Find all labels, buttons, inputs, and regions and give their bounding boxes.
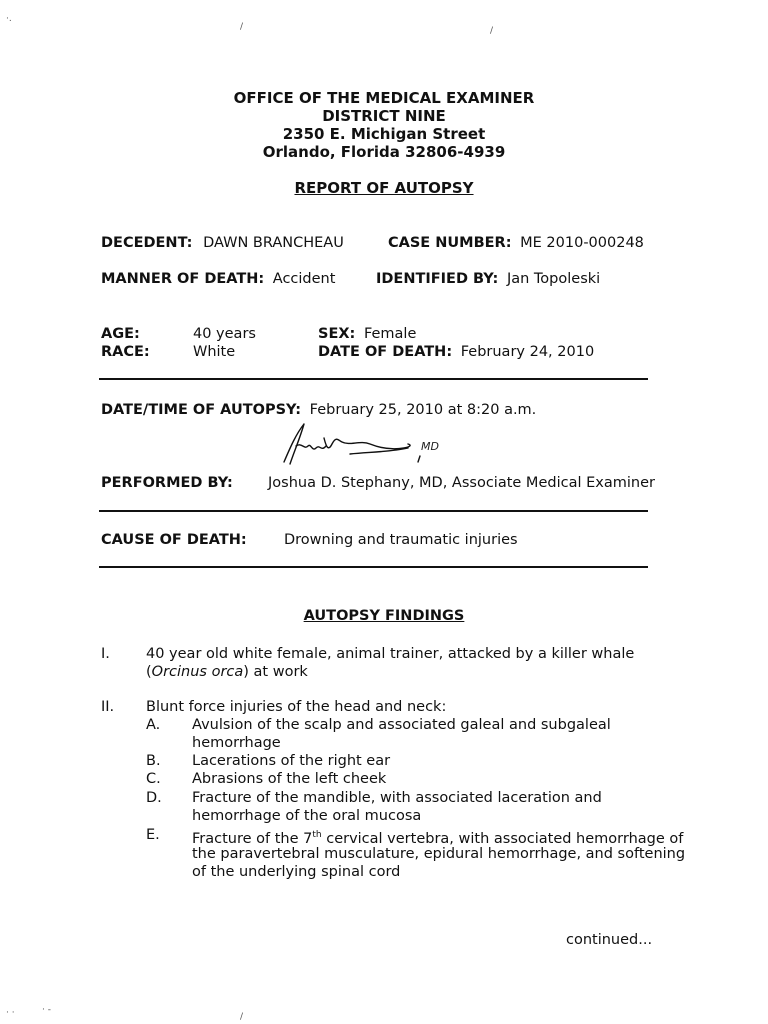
scan-speck: /: [240, 1012, 244, 1022]
autopsy-time-row: [101, 401, 536, 419]
sex-row: [318, 325, 416, 343]
decedent-row: [101, 234, 344, 252]
ordinal-suffix: th: [312, 830, 322, 840]
autopsy-time-value: February 25, 2010 at 8:20 a.m.: [309, 402, 537, 418]
manner-row: [101, 270, 335, 288]
divider-2: [99, 510, 648, 512]
sub-d-line-1: Fracture of the mandible, with associated laceration and: [192, 790, 602, 806]
case-number-row: [388, 234, 644, 252]
finding-1-line-2-rest: ) at work: [243, 664, 308, 680]
sub-a-letter: A.: [146, 717, 161, 733]
finding-1-number: I.: [101, 646, 110, 662]
date-of-death-label: DATE OF DEATH:: [318, 344, 453, 360]
cause-value: Drowning and traumatic injuries: [284, 532, 518, 548]
identified-row: [376, 270, 600, 288]
age-value: 40 years: [193, 326, 256, 342]
sub-c-letter: C.: [146, 771, 161, 787]
manner-value: Accident: [272, 271, 336, 287]
finding-2-text: Blunt force injuries of the head and neck:: [146, 699, 447, 715]
sub-b-letter: B.: [146, 753, 161, 769]
performed-label: PERFORMED BY:: [101, 475, 233, 491]
scan-speck: · -: [42, 1005, 51, 1015]
sex-value: Female: [363, 326, 417, 342]
sub-e-line-1-post: cervical vertebra, with associated hemorrhage of: [321, 830, 684, 847]
street-address: 2350 E. Michigan Street: [282, 125, 486, 143]
finding-1-line-1: 40 year old white female, animal trainer, attacked by a killer whale: [146, 646, 635, 662]
sub-b-line-1: Lacerations of the right ear: [192, 753, 391, 769]
scan-speck: /: [490, 26, 494, 36]
date-of-death-value: February 24, 2010: [460, 344, 595, 360]
paren-open: (: [146, 664, 152, 680]
race-label: RACE:: [101, 344, 150, 360]
date-of-death-row: [318, 343, 594, 361]
scan-speck: ·.: [6, 14, 12, 24]
case-number-value: ME 2010-000248: [520, 235, 644, 251]
sub-a-line-1: Avulsion of the scalp and associated galeal and subgaleal: [192, 717, 611, 733]
scan-speck: /: [240, 22, 244, 32]
report-title: REPORT OF AUTOPSY: [294, 179, 474, 197]
sub-d-line-2: hemorrhage of the oral mucosa: [192, 808, 422, 824]
performed-value: Joshua D. Stephany, MD, Associate Medical Examiner: [268, 475, 655, 491]
species-name: Orcinus orca: [151, 664, 244, 680]
city-address: Orlando, Florida 32806-4939: [262, 143, 506, 161]
decedent-value: DAWN BRANCHEAU: [203, 235, 344, 251]
office-name: OFFICE OF THE MEDICAL EXAMINER: [233, 89, 535, 107]
manner-label: MANNER OF DEATH:: [101, 271, 265, 287]
signature-suffix: MD: [421, 440, 439, 453]
finding-1-line-2: [146, 663, 308, 681]
continued-note: continued...: [566, 932, 653, 948]
age-label: AGE:: [101, 326, 140, 342]
cause-label: CAUSE OF DEATH:: [101, 532, 247, 548]
autopsy-time-label: DATE/TIME OF AUTOPSY:: [101, 402, 302, 418]
district-name: DISTRICT NINE: [322, 107, 446, 125]
decedent-label: DECEDENT:: [101, 235, 193, 251]
finding-2-number: II.: [101, 699, 115, 715]
case-number-label: CASE NUMBER:: [388, 235, 512, 251]
divider-1: [99, 378, 648, 380]
sub-e-line-3: of the underlying spinal cord: [192, 864, 401, 880]
sub-e-line-2: the paravertebral musculature, epidural hemorrhage, and softening: [192, 846, 686, 862]
divider-3: [99, 566, 648, 568]
identified-value: Jan Topoleski: [506, 271, 601, 287]
sub-e-line-1-pre: Fracture of the 7: [192, 830, 313, 847]
sub-c-line-1: Abrasions of the left cheek: [192, 771, 387, 787]
race-value: White: [193, 344, 236, 360]
sub-e-letter: E.: [146, 827, 160, 843]
identified-label: IDENTIFIED BY:: [376, 271, 499, 287]
scan-speck: · ·: [6, 1008, 15, 1018]
sex-label: SEX:: [318, 326, 356, 342]
sub-d-letter: D.: [146, 790, 162, 806]
findings-title: AUTOPSY FINDINGS: [303, 608, 465, 624]
sub-a-line-2: hemorrhage: [192, 735, 281, 751]
